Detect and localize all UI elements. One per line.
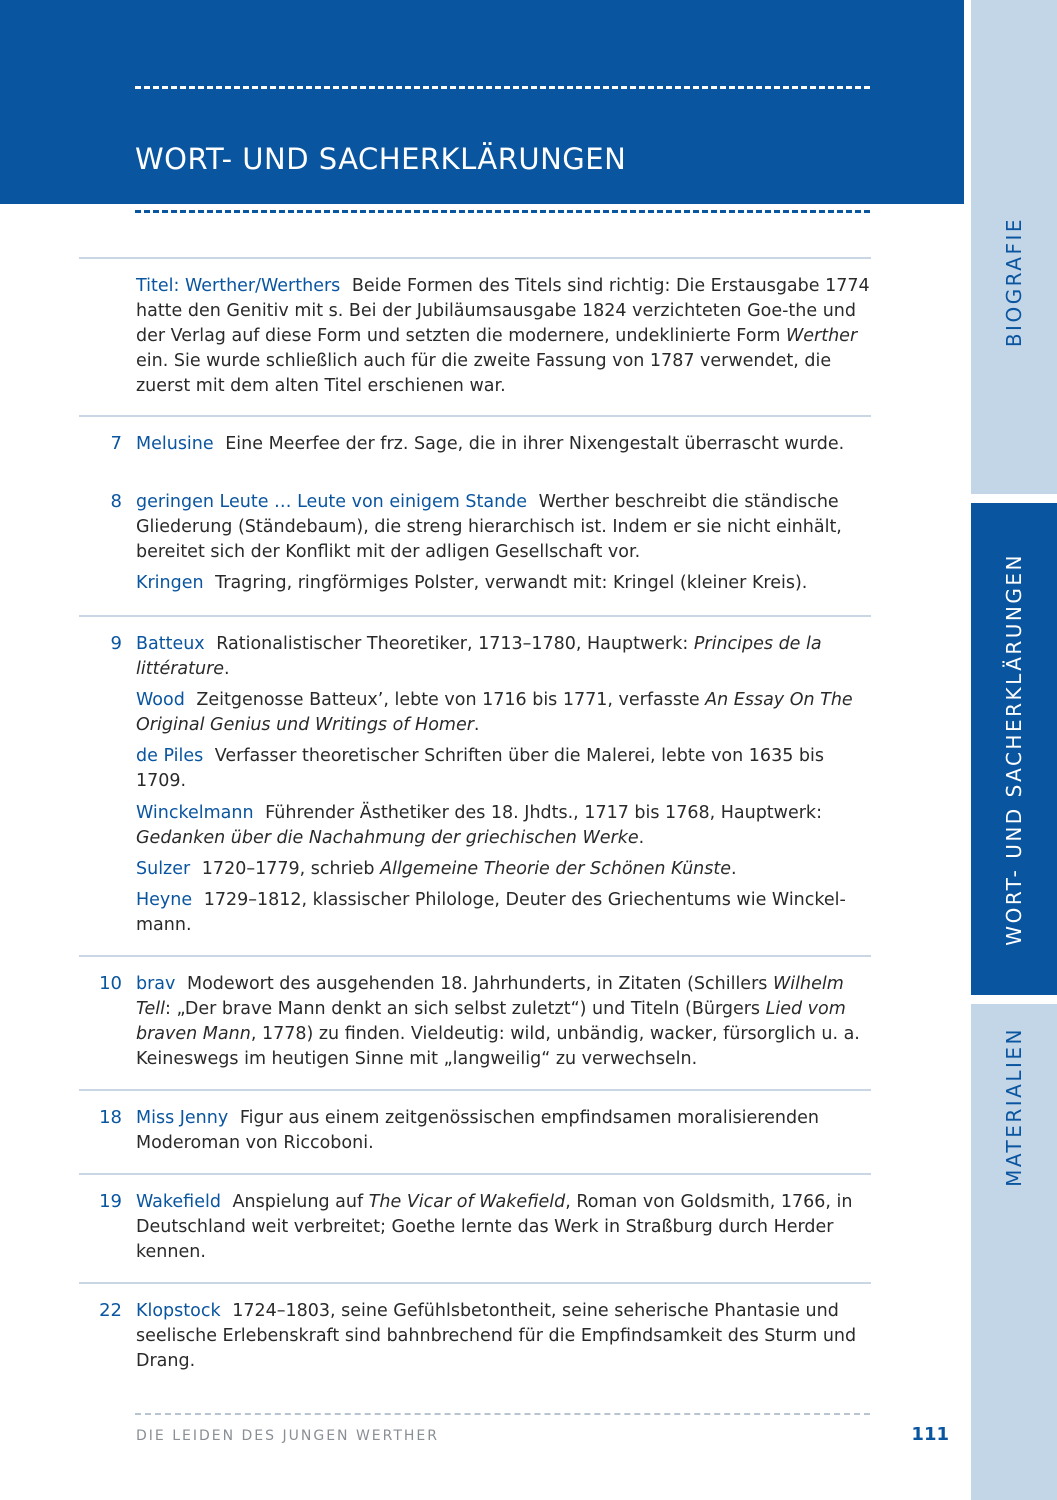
- entry-klopstock: [136, 1299, 876, 1374]
- entry-text: Beide Formen des Titels sind richtig: Die Erstausgabe 1774 hatte den Genitiv mit s. Bei der Jubiläumsausgabe 1824 verzichteten Goe-the und der Verlag auf diese Form und setzten die modernere, undeklinierte Form: [136, 276, 870, 346]
- entry-text: 1729–1812, klassischer Philologe, Deuter des Griechentums wie Winckel-mann.: [136, 890, 846, 935]
- entry-wakefield: [136, 1190, 876, 1265]
- entry-text: Anspielung auf: [232, 1192, 369, 1212]
- entry-text: .: [224, 659, 230, 679]
- entry-text: .: [473, 715, 480, 735]
- chapter-title: WORT- UND SACHERKLÄRUNGEN: [135, 142, 627, 176]
- entry-term: geringen Leute … Leute von einigem Stande: [136, 492, 528, 512]
- tab-biografie-label: BIOGRAFIE: [1002, 216, 1026, 348]
- entry-text: .: [731, 859, 737, 879]
- tab-materialien[interactable]: [971, 1004, 1057, 1500]
- tab-materialien-label: MATERIALIEN: [1002, 1027, 1026, 1187]
- entry-text: ein. Sie wurde schließlich auch für die zweite Fassung von 1787 verwendet, die zuerst mit dem alten Titel erschienen war.: [136, 351, 832, 396]
- entry-sulzer: [136, 857, 876, 882]
- entry-text: Führender Ästhetiker des 18. Jhdts., 1717 bis 1768, Hauptwerk:: [265, 803, 822, 823]
- line-number: 8: [110, 491, 122, 512]
- entry-kringen: [136, 571, 876, 596]
- entry-text: , 1778) zu finden. Vieldeutig: wild, unbändig, wacker, fürsorglich u. a. Keineswegs im heutigen Sinne mit „langweilig“ zu verwechseln.: [136, 1024, 860, 1069]
- entry-text: Modewort des ausgehenden 18. Jahrhunderts, in Zitaten (Schillers: [186, 974, 773, 994]
- line-number: 19: [99, 1191, 122, 1212]
- entry-term: Miss Jenny: [136, 1108, 229, 1128]
- footer-book-title: DIE LEIDEN DES JUNGEN WERTHER: [136, 1428, 440, 1444]
- entry-term: brav: [136, 974, 176, 994]
- entry-term: Melusine: [136, 434, 214, 454]
- footer-dashed-rule: [135, 1413, 870, 1415]
- entry-term: Klopstock: [136, 1301, 221, 1321]
- tab-wort-und-sacherklaerungen[interactable]: [971, 503, 1057, 995]
- entry-term: Wood: [136, 690, 185, 710]
- entry-text: Tragring, ringförmiges Polster, verwandt mit: Kringel (kleiner Kreis).: [215, 573, 808, 593]
- entry-italic: Werther: [785, 326, 858, 346]
- entry-batteux: [136, 632, 876, 682]
- entry-section-line-7: [79, 415, 871, 477]
- entry-term: Sulzer: [136, 859, 191, 879]
- entry-winckelmann: [136, 801, 876, 851]
- entry-de-piles: [136, 744, 876, 794]
- entry-italic: Lied vom braven Mann: [136, 999, 846, 1044]
- entry-term: Batteux: [136, 634, 205, 654]
- entry-text: : „Der brave Mann denkt an sich selbst zuletzt“) und Titeln (Bürgers: [165, 999, 766, 1019]
- entry-text: Rationalistischer Theoretiker, 1713–1780, Hauptwerk:: [216, 634, 694, 654]
- entry-section-line-10: [79, 955, 871, 1091]
- line-number: 22: [99, 1300, 122, 1321]
- entry-italic: Principes de la littérature: [136, 634, 822, 679]
- entry-section-line-9: [79, 615, 871, 957]
- entry-wood: [136, 688, 876, 738]
- entry-melusine: [136, 432, 876, 457]
- entry-italic: Allgemeine Theorie der Schönen Künste: [380, 859, 731, 879]
- tab-biografie[interactable]: [971, 0, 1057, 494]
- entry-text: Werther beschreibt die ständische Gliederung (Ständebaum), die streng hierarchisch ist. Indem er sie nicht einhält, bereitet sich der Konflikt mit der adligen Gesellschaft vor.: [136, 492, 842, 562]
- entry-section-line-8: [79, 475, 871, 615]
- entry-section-line-22: [79, 1282, 871, 1394]
- entry-italic: Gedanken über die Nachahmung der griechischen Werke: [136, 828, 639, 848]
- title-dashed-rule: [135, 210, 870, 213]
- entry-heyne: [136, 888, 876, 938]
- entry-term: Titel: Werther/Werthers: [136, 276, 341, 296]
- entry-miss-jenny: [136, 1106, 876, 1156]
- entry-section-line-19: [79, 1173, 871, 1284]
- entry-brav: [136, 972, 876, 1072]
- line-number: 9: [110, 633, 122, 654]
- entry-term: Heyne: [136, 890, 193, 910]
- entry-text: 1724–1803, seine Gefühlsbetontheit, seine seherische Phantasie und seelische Erlebenskraft sind bahnbrechend für die Empfindsamkeit des Sturm und Drang.: [136, 1301, 857, 1371]
- entry-section-title: [79, 257, 871, 417]
- entry-geringen-leute: [136, 490, 891, 565]
- entry-section-line-18: [79, 1089, 871, 1175]
- line-number: 18: [99, 1107, 122, 1128]
- entry-text: , Roman von Goldsmith, 1766, in Deutschland weit verbreitet; Goethe lernte das Werk in Straßburg durch Herder kennen.: [136, 1192, 853, 1262]
- entry-text: Verfasser theoretischer Schriften über die Malerei, lebte von 1635 bis 1709.: [136, 746, 824, 791]
- entry-text: 1720–1779, schrieb: [201, 859, 381, 879]
- entry-term: Wakefield: [136, 1192, 221, 1212]
- tab-wort-und-sacherklaerungen-label: WORT- UND SACHERKLÄRUNGEN: [1002, 552, 1026, 946]
- entry-titel: [136, 274, 876, 399]
- line-number: 7: [110, 433, 122, 454]
- entry-text: Figur aus einem zeitgenössischen empfindsamen moralisierenden Moderoman von Riccoboni.: [136, 1108, 819, 1153]
- entry-italic: An Essay On The Original Genius und Writings of Homer: [136, 690, 853, 735]
- entry-italic: The Vicar of Wakefield: [368, 1192, 566, 1212]
- entry-term: Kringen: [136, 573, 204, 593]
- page-number: 111: [911, 1424, 949, 1445]
- entry-term: de Piles: [136, 746, 204, 766]
- entry-term: Winckelmann: [136, 803, 254, 823]
- line-number: 10: [99, 973, 122, 994]
- entry-text: .: [638, 828, 645, 848]
- header-dashed-rule: [135, 86, 870, 89]
- entry-text: Eine Meerfee der frz. Sage, die in ihrer Nixengestalt überrascht wurde.: [225, 434, 845, 454]
- entry-italic: Wilhelm Tell: [136, 974, 844, 1019]
- chapter-header: [0, 0, 964, 204]
- entry-text: Zeitgenosse Batteux’, lebte von 1716 bis 1771, verfasste: [196, 690, 706, 710]
